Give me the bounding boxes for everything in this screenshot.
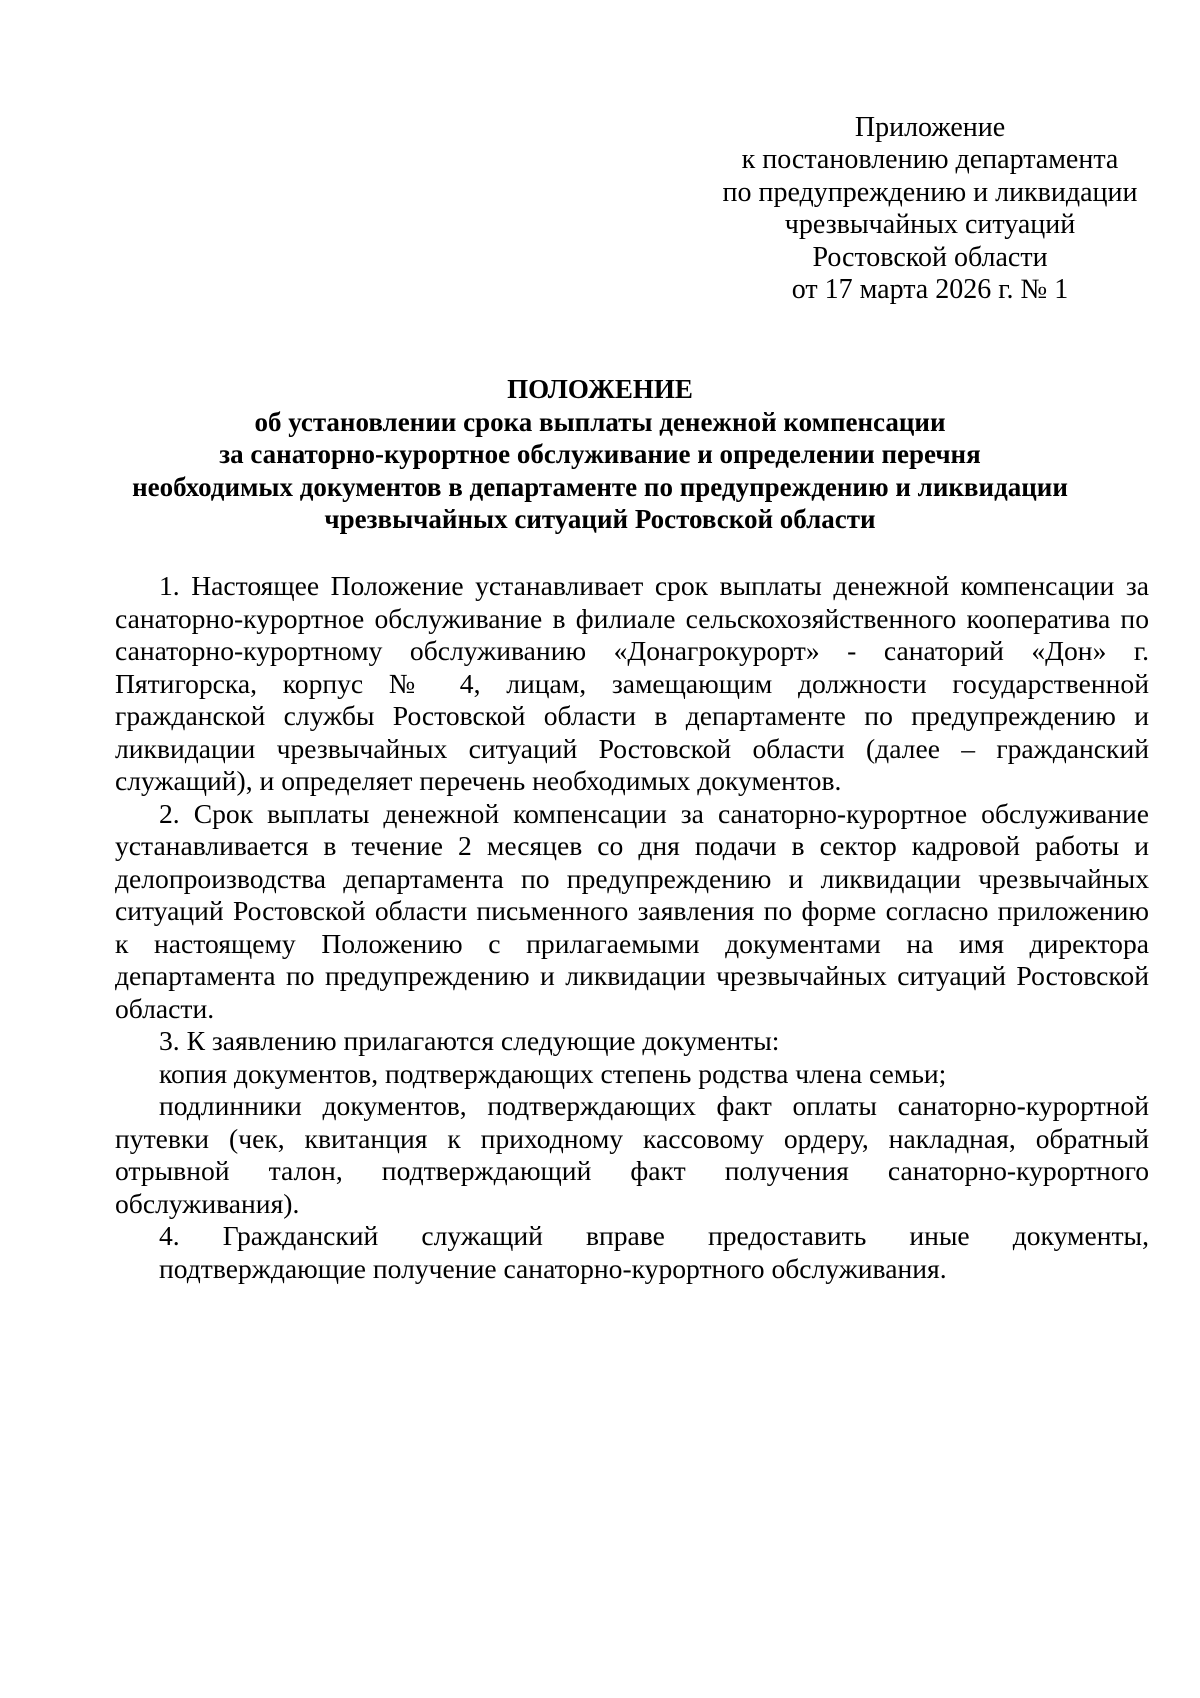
paragraph-5: подлинники документов, подтверждающих факт оплаты санаторно-курортной путевки (чек, квитанция к приходному кассовому ордеру, накладная, обратный отрывной талон, подтверждающий факт получения санаторно-курортного обслуживания). [115,1090,1149,1219]
title-line: за санаторно-курортное обслуживание и определении перечня [219,439,981,469]
word: предоставить [707,1220,867,1251]
appendix-line: по предупреждению и ликвидации [722,176,1138,208]
word: иные [909,1220,970,1251]
title-heading: ПОЛОЖЕНИЕ [507,374,693,404]
paragraph-1: 1. Настоящее Положение устанавливает срок выплаты денежной компенсации за санаторно-курортное обслуживание в филиале сельскохозяйственного кооператива по санаторно-курортному обслуживанию «Донагрокурорт» - санаторий «Дон» г. Пятигорска, корпус № 4, лицам, замещающим должности государственной гражданской службы Ростовской области в департаменте по предупреждению и ликвидации чрезвычайных ситуаций Ростовской области (далее – гражданский служащий), и определяет перечень необходимых документов. [115,570,1149,796]
document-body [115,570,1149,1285]
word: документы, [1012,1220,1149,1251]
title-line: чрезвычайных ситуаций Ростовской области [324,504,876,534]
appendix-line: к постановлению департамента [741,144,1119,176]
appendix-header [702,112,1158,306]
word: вправе [585,1220,665,1251]
paragraph-6-rest: подтверждающие получение санаторно-курортного обслуживания. [159,1252,947,1284]
appendix-line: Ростовской области [812,241,1048,273]
paragraph-6-first-line [115,1220,1149,1253]
title-line: об установлении срока выплаты денежной компенсации [254,406,946,437]
appendix-line: Приложение [854,112,1006,143]
document-title [115,373,1085,536]
word: Гражданский [222,1220,379,1251]
paragraph-3: 3. К заявлению прилагаются следующие документы: [159,1025,780,1056]
paragraph-2: 2. Срок выплаты денежной компенсации за санаторно-курортное обслуживание устанавливается в течение 2 месяцев со дня подачи в сектор кадровой работы и делопроизводства департамента по предупреждению и ликвидации чрезвычайных ситуаций Ростовской области письменного заявления по форме согласно приложению к настоящему Положению с прилагаемыми документами на имя директора департамента по предупреждению и ликвидации чрезвычайных ситуаций Ростовской области. [115,797,1149,1024]
word: служащий [421,1220,543,1251]
paragraph-4: копия документов, подтверждающих степень родства члена семьи; [159,1057,947,1089]
title-line: необходимых документов в департаменте по предупреждению и ликвидации [132,471,1068,502]
appendix-date-line: от 17 марта 2026 г. № 1 [791,274,1069,306]
word: 4. [159,1220,180,1251]
appendix-line: чрезвычайных ситуаций [784,209,1076,241]
